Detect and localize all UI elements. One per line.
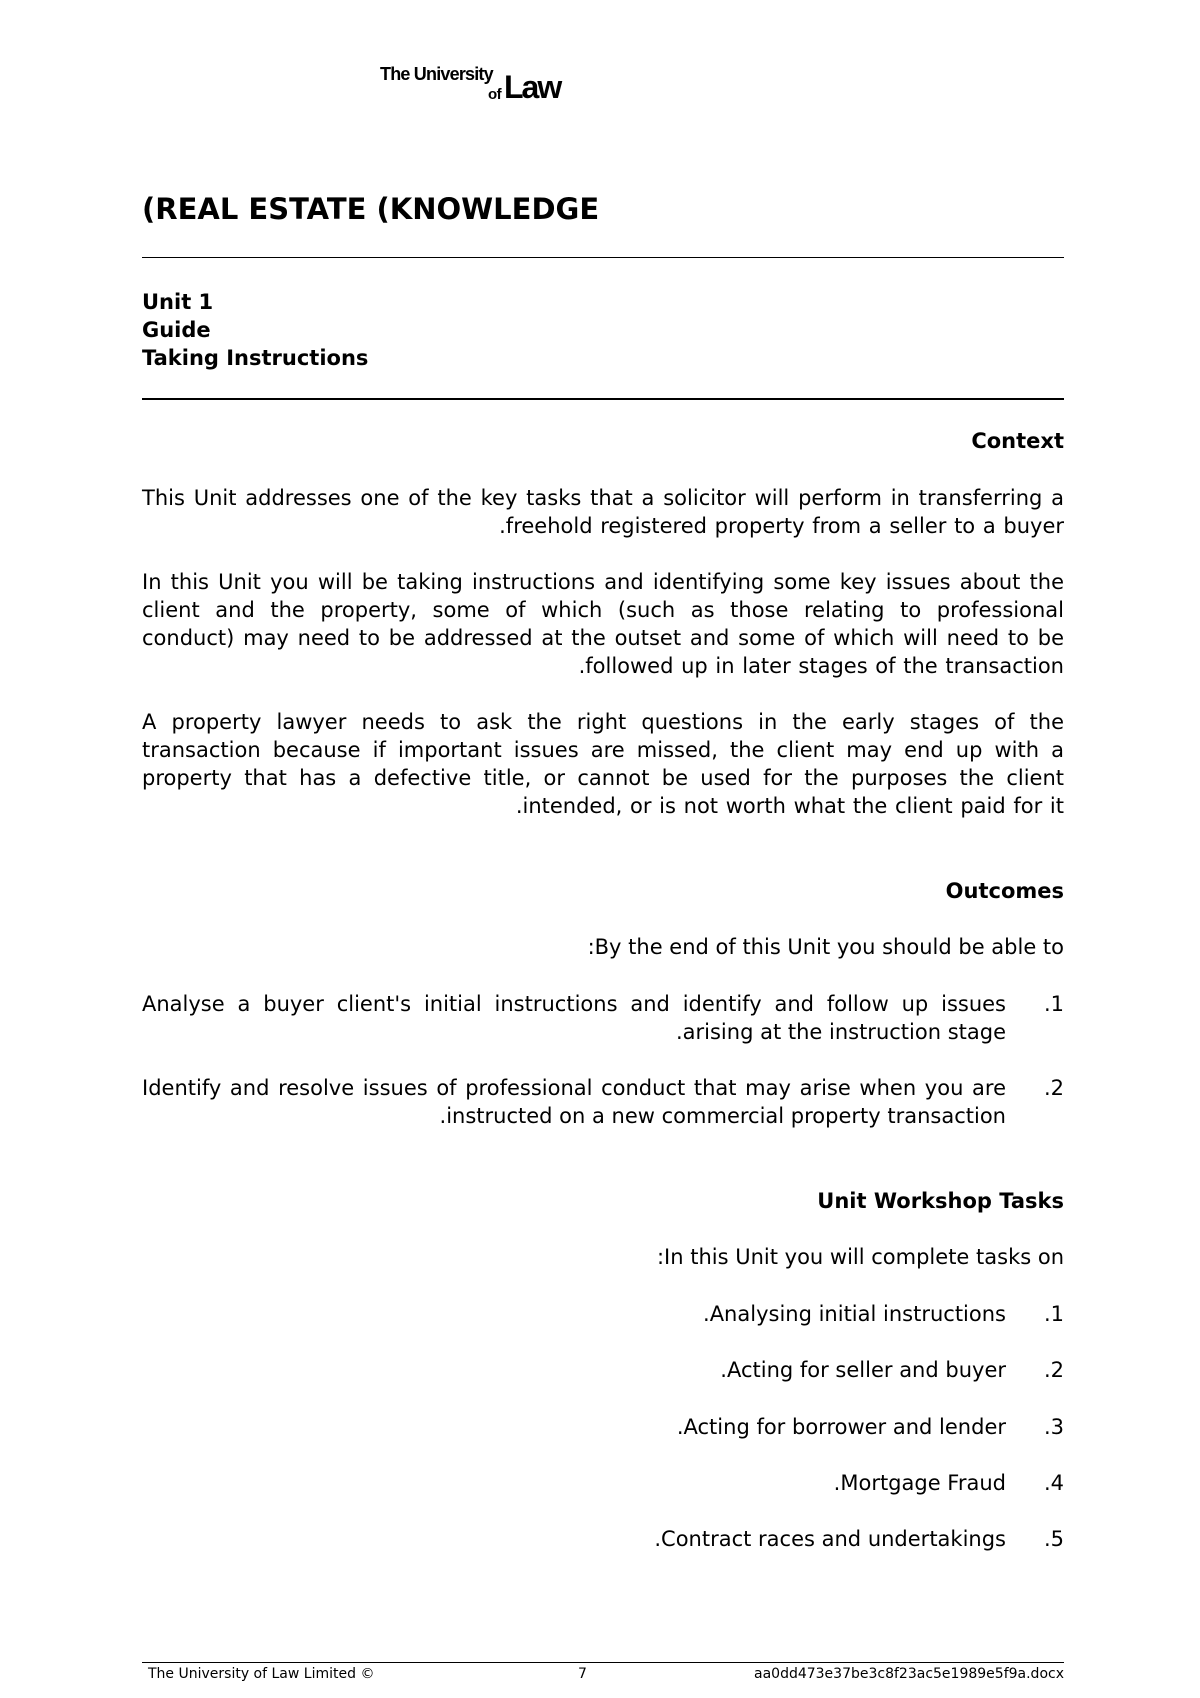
context-heading: Context: [971, 429, 1064, 453]
tasks-heading: Unit Workshop Tasks: [817, 1189, 1064, 1213]
footer-page-number: 7: [578, 1666, 587, 1682]
logo-line-2: of: [488, 86, 502, 103]
task-number: .5: [1043, 1527, 1064, 1551]
outcome-text: Identify and resolve issues of professional conduct that may arise when you are .instructed on a new commercial property transaction: [142, 1076, 1006, 1128]
task-text: .Acting for borrower and lender: [676, 1415, 1006, 1439]
task-number: .2: [1043, 1358, 1064, 1382]
footer-copyright: The University of Law Limited ©: [148, 1666, 375, 1682]
logo-line-3: Law: [504, 69, 561, 105]
context-paragraph-1: This Unit addresses one of the key tasks that a solicitor will perform in transferring a .freehold registered property from a seller to a buyer: [142, 486, 1064, 538]
outcomes-intro: :By the end of this Unit you should be able to: [587, 935, 1064, 959]
outcome-text: Analyse a buyer client's initial instructions and identify and follow up issues .arising at the instruction stage: [142, 992, 1006, 1044]
task-text: .Mortgage Fraud: [833, 1471, 1006, 1495]
footer-filename: aa0dd473e37be3c8f23ac5e1989e5f9a.docx: [754, 1666, 1064, 1682]
unit-block: [142, 288, 368, 372]
context-paragraph-3: A property lawyer needs to ask the right questions in the early stages of the transaction because if important issues are missed, the client may end up with a property that has a defective title, or cannot be used for the purposes the client .intended, or is not worth what the client paid for it: [142, 710, 1064, 818]
task-text: .Analysing initial instructions: [703, 1302, 1006, 1326]
document-title: (REAL ESTATE (KNOWLEDGE: [142, 192, 600, 226]
tasks-intro: :In this Unit you will complete tasks on: [656, 1245, 1064, 1269]
task-text: .Contract races and undertakings: [654, 1527, 1006, 1551]
task-text: .Acting for seller and buyer: [720, 1358, 1006, 1382]
title-divider: [142, 257, 1064, 258]
task-number: .4: [1043, 1471, 1064, 1495]
unit-divider: [142, 398, 1064, 400]
task-number: .3: [1043, 1415, 1064, 1439]
outcomes-heading: Outcomes: [945, 879, 1064, 903]
footer-divider: [142, 1662, 1064, 1663]
task-number: .1: [1043, 1302, 1064, 1326]
university-of-law-logo: [380, 64, 590, 106]
unit-type: Guide: [142, 318, 211, 342]
context-paragraph-2: In this Unit you will be taking instructions and identifying some key issues about the client and the property, some of which (such as those relating to professional conduct) may need to be addressed at the outset and some of which will need to be .followed up in later stages of the transaction: [142, 570, 1064, 678]
unit-name: Taking Instructions: [142, 346, 369, 370]
outcome-number: .2: [1043, 1076, 1064, 1100]
logo-line-1: The University: [380, 64, 493, 84]
unit-number: Unit 1: [142, 290, 214, 314]
outcome-number: .1: [1043, 992, 1064, 1016]
